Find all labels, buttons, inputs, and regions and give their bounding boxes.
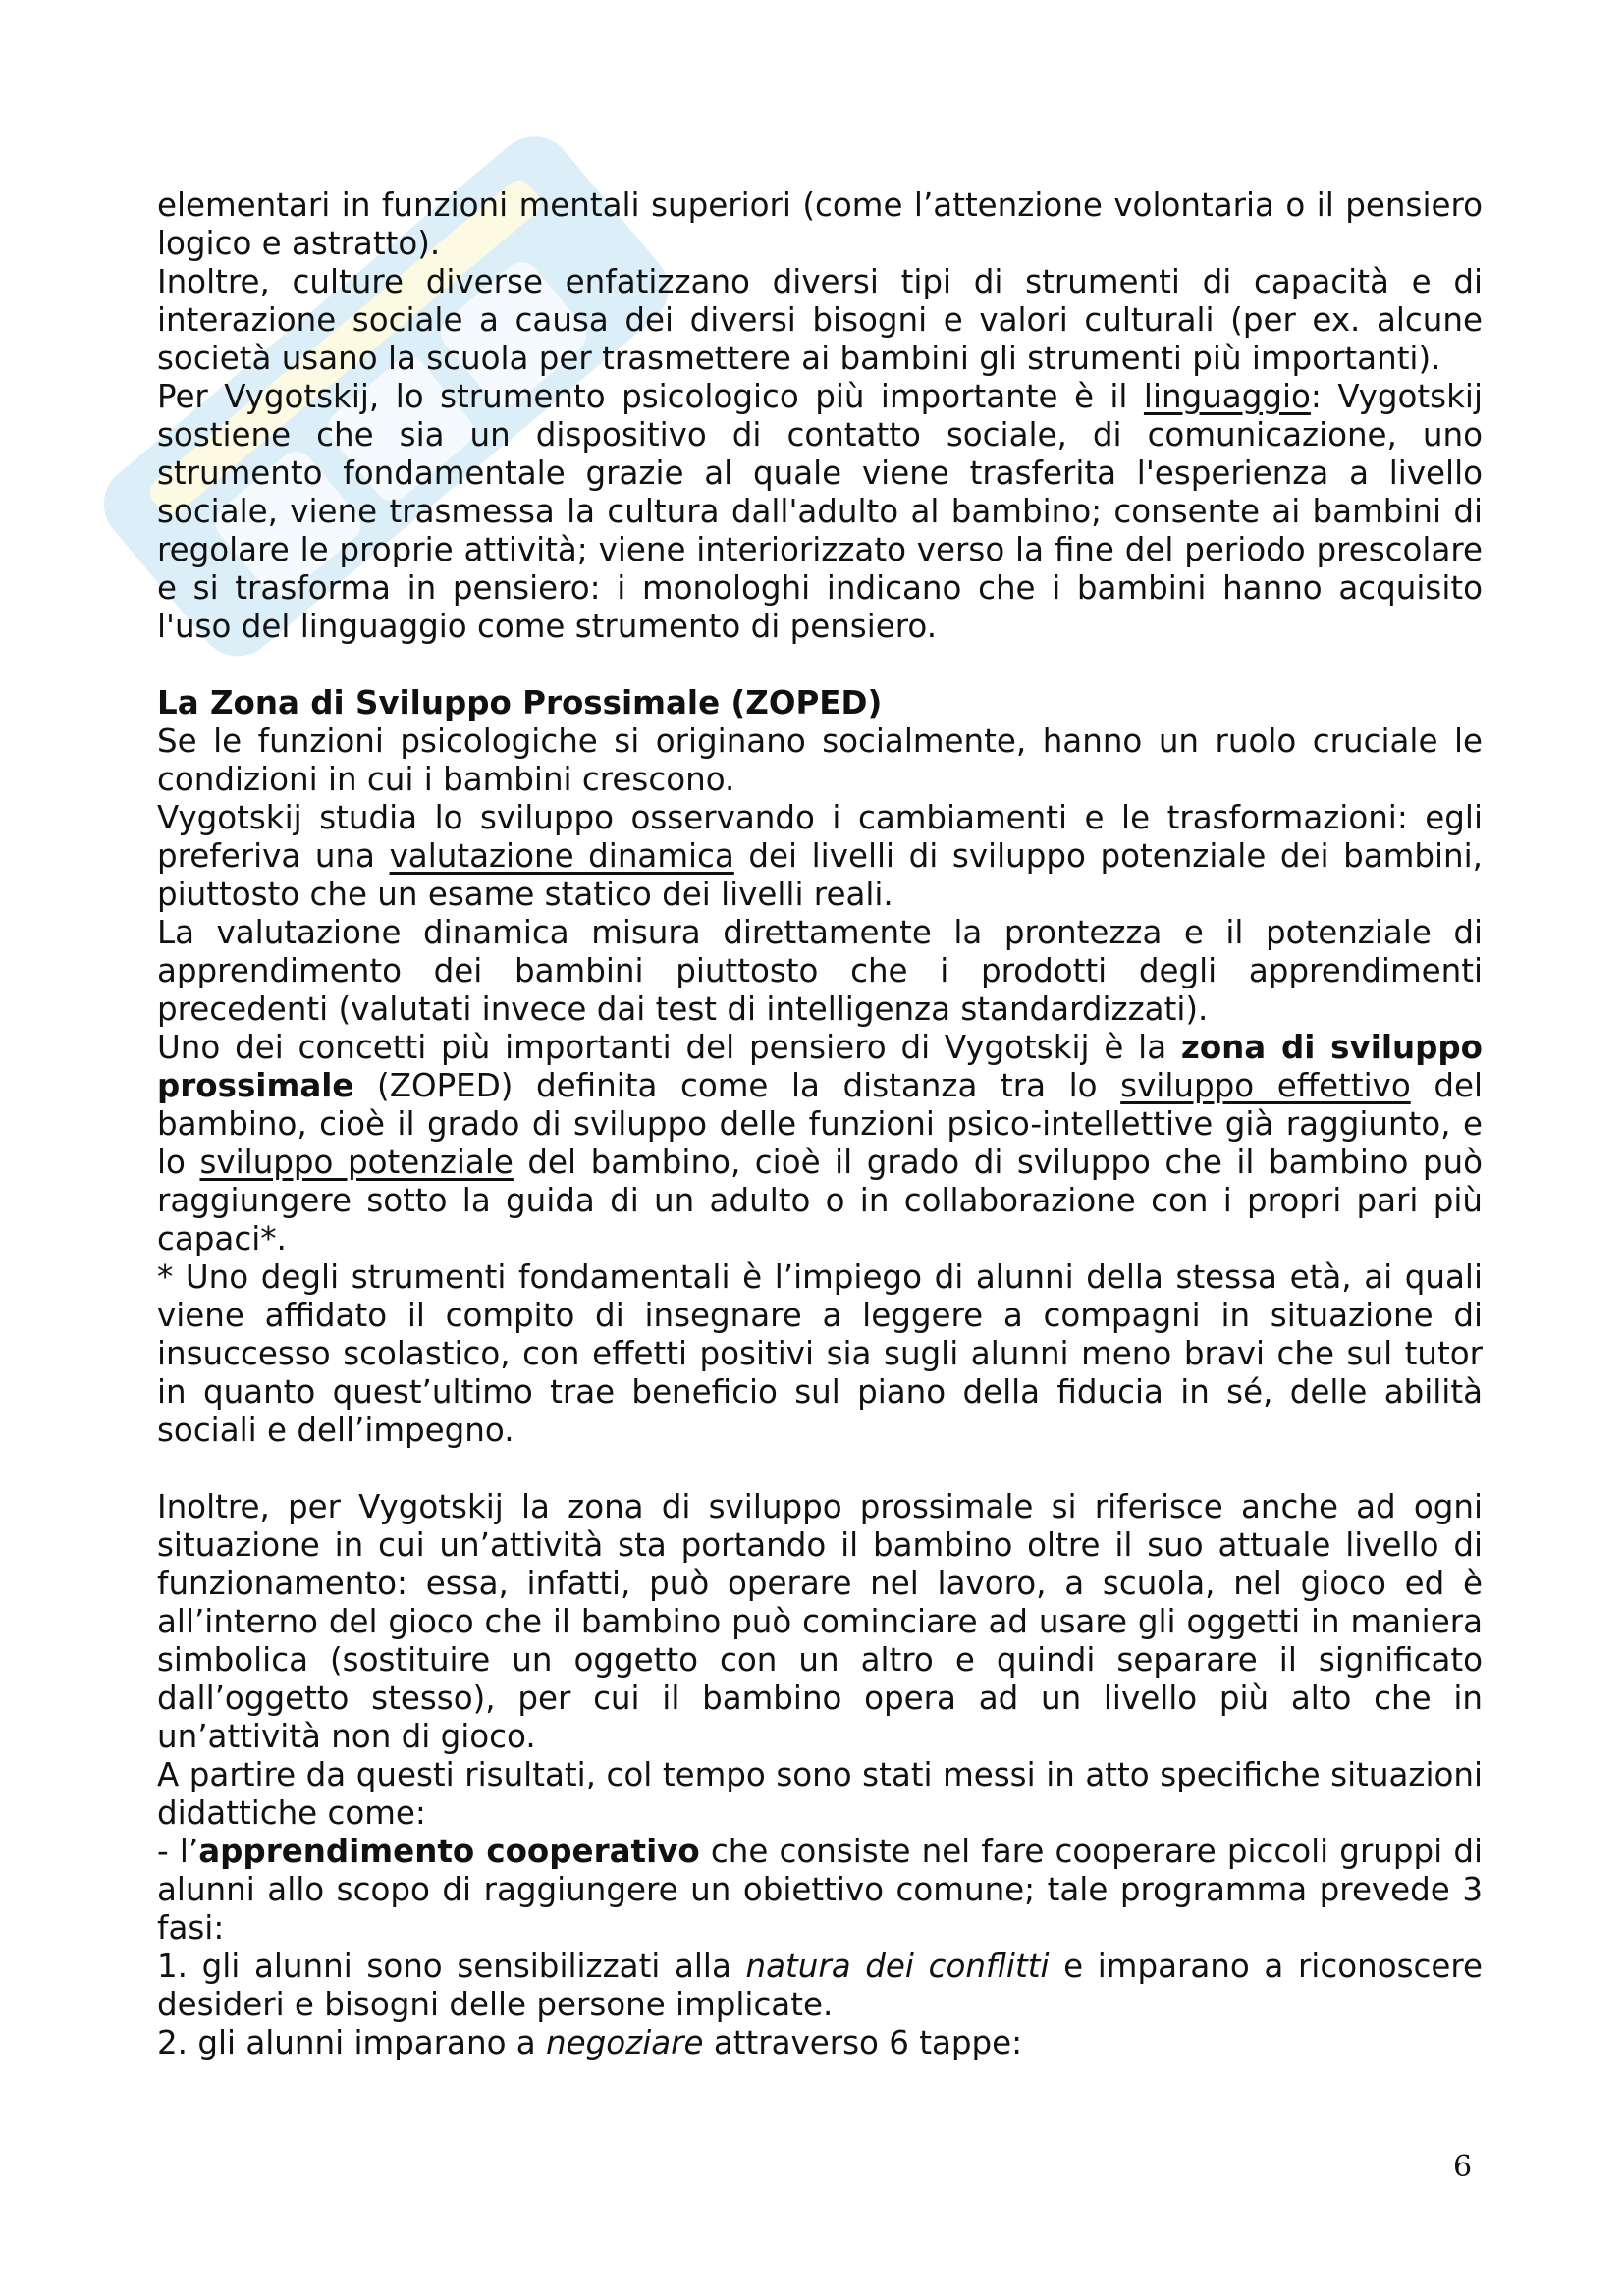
text-span: : Vygotskij sostiene che sia un dispositivo di contatto sociale, di comunicazione, uno strumento fondamentale grazie al quale viene trasferita l'esperienza a livello sociale, viene trasmessa la cultura dall'adulto al bambino; consente ai bambini di regolare le proprie attività; viene interiorizzato verso la fine del periodo prescolare e si trasforma in pensiero: i monologhi indicano che i bambini hanno acquisito l'uso del linguaggio come strumento di pensiero. (157, 378, 1483, 645)
text-span: - l’ (157, 1833, 199, 1870)
underlined-term: sviluppo effettivo (1120, 1067, 1411, 1104)
underlined-term: valutazione dinamica (389, 837, 734, 875)
paragraph (157, 1029, 1483, 1258)
paragraph (157, 799, 1483, 914)
underlined-term: linguaggio (1143, 378, 1311, 415)
text-span: dei livelli di sviluppo potenziale dei bambini, piuttosto che un esame statico dei livelli reali. (157, 837, 1483, 913)
bold-term: apprendimento cooperativo (198, 1833, 700, 1870)
list-item (157, 2024, 1483, 2062)
paragraph: Inoltre, per Vygotskij la zona di sviluppo prossimale si riferisce anche ad ogni situazione in cui un’attività sta portando il bambino oltre il suo attuale livello di funzionamento: essa, infatti, può operare nel lavoro, a scuola, nel gioco ed è all’interno del gioco che il bambino può cominciare ad usare gli oggetti in maniera simbolica (sostituire un oggetto con un altro e quindi separare il significato dall’oggetto stesso), per cui il bambino opera ad un livello più alto che in un’attività non di gioco. (157, 1488, 1483, 1755)
text-span: (ZOPED) definita come la distanza tra lo (353, 1067, 1121, 1104)
blank-line (157, 646, 1483, 684)
text-span: del bambino, cioè il grado di sviluppo delle funzioni psico-intellettive già raggiunto, e lo (157, 1067, 1483, 1181)
text-span: e imparano a riconoscere desideri e bisogni delle persone implicate. (157, 1948, 1484, 2023)
list-item (157, 1948, 1483, 2024)
section-heading: La Zona di Sviluppo Prossimale (ZOPED) (157, 684, 883, 721)
paragraph: elementari in funzioni mentali superiori (come l’attenzione volontaria o il pensiero logico e astratto). (157, 187, 1483, 262)
document-body (157, 187, 1483, 2062)
paragraph: La valutazione dinamica misura direttamente la prontezza e il potenziale di apprendimento dei bambini piuttosto che i prodotti degli apprendimenti precedenti (valutati invece dai test di intelligenza standardizzati). (157, 914, 1483, 1028)
list-item (157, 1833, 1483, 1948)
paragraph: A partire da questi risultati, col tempo sono stati messi in atto specifiche situazioni didattiche come: (157, 1756, 1483, 1832)
paragraph: Se le funzioni psicologiche si originano socialmente, hanno un ruolo cruciale le condizioni in cui i bambini crescono. (157, 722, 1483, 798)
blank-line (157, 1450, 1483, 1488)
bold-term: zona di sviluppo prossimale (157, 1029, 1483, 1104)
text-span: Vygotskij studia lo sviluppo osservando i cambiamenti e le trasformazioni: egli preferiva una (157, 799, 1483, 875)
text-span: Per Vygotskij, lo strumento psicologico più importante è il (157, 378, 1144, 415)
paragraph (157, 378, 1483, 646)
text-span: che consiste nel fare cooperare piccoli gruppi di alunni allo scopo di raggiungere un obiettivo comune; tale programma prevede 3 fasi: (157, 1833, 1483, 1947)
paragraph: Inoltre, culture diverse enfatizzano diversi tipi di strumenti di capacità e di interazione sociale a causa dei diversi bisogni e valori culturali (per ex. alcune società usano la scuola per trasmettere ai bambini gli strumenti più importanti). (157, 263, 1483, 377)
text-span: Uno dei concetti più importanti del pensiero di Vygotskij è la (157, 1029, 1181, 1066)
text-span: del bambino, cioè il grado di sviluppo che il bambino può raggiungere sotto la guida di un adulto o in collaborazione con i propri pari più capaci*. (157, 1144, 1483, 1257)
text-span: attraverso 6 tappe: (703, 2024, 1023, 2061)
text-span: 1. gli alunni sono sensibilizzati alla (157, 1948, 746, 1985)
italic-term: negoziare (546, 2024, 704, 2061)
page-number: 6 (1453, 2150, 1473, 2184)
underlined-term: sviluppo potenziale (199, 1144, 514, 1181)
italic-term: natura dei conflitti (745, 1948, 1050, 1985)
text-span: 2. gli alunni imparano a (157, 2024, 547, 2061)
footnote-paragraph: * Uno degli strumenti fondamentali è l’impiego di alunni della stessa età, ai quali viene affidato il compito di insegnare a leggere a compagni in situazione di insuccesso scolastico, con effetti positivi sia sugli alunni meno bravi che sul tutor in quanto quest’ultimo trae beneficio sul piano della fiducia in sé, delle abilità sociali e dell’impegno. (157, 1258, 1483, 1449)
